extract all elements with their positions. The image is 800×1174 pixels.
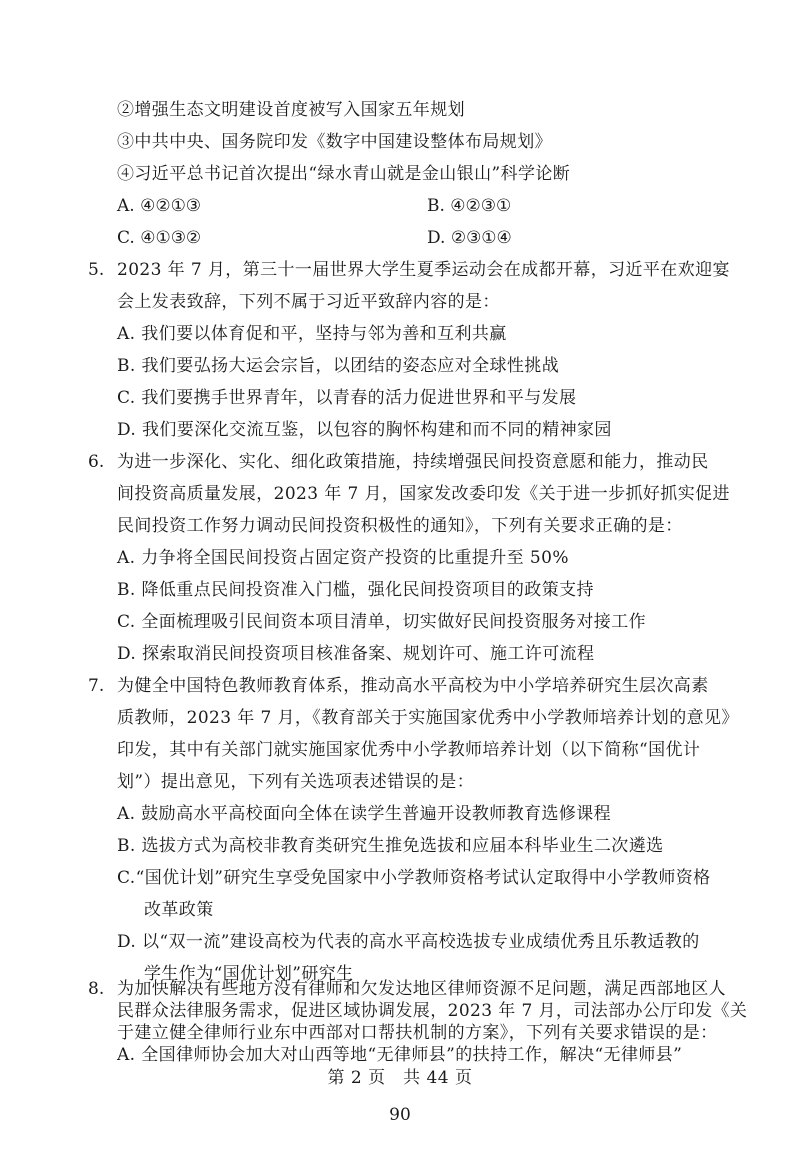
q6-option-d: D. 探索取消民间投资项目核准备案、规划许可、施工许可流程 [117, 644, 595, 664]
q8-stem-line: 为加快解决有些地方没有律师和欠发达地区律师资源不足问题，满足西部地区人 [117, 979, 726, 999]
q7-stem-line: 为健全中国特色教师教育体系，推动高水平高校为中小学培养研究生层次高素 [117, 676, 709, 696]
question-number: 5. [88, 260, 105, 280]
page-label: 第 2 页 共 44 页 [327, 1068, 473, 1088]
q6-option-c: C. 全面梳理吸引民间资本项目清单，切实做好民间投资服务对接工作 [117, 612, 647, 632]
q7-stem-line: 印发，其中有关部门就实施国家优秀中小学教师培养计划（以下简称“国优计 [117, 740, 701, 760]
q6-option-a: A. 力争将全国民间投资占固定资产投资的比重提升至 50% [117, 548, 569, 568]
q5-stem-line: 会上发表致辞，下列不属于习近平致辞内容的是： [117, 292, 500, 312]
q7-option-b: B. 选拔方式为高校非教育类研究生推免选拔和应届本科毕业生二次遴选 [117, 836, 664, 856]
q5-option-d: D. 我们要深化交流互鉴，以包容的胸怀构建和而不同的精神家园 [117, 420, 612, 440]
q7-stem-line: 质教师，2023 年 7 月，《教育部关于实施国家优秀中小学教师培养计划的意见》 [117, 708, 739, 728]
q6-option-b: B. 降低重点民间投资准入门槛，强化民间投资项目的政策支持 [117, 580, 594, 600]
q5-option-a: A. 我们要以体育促和平，坚持与邻为善和互利共赢 [117, 324, 507, 344]
q6-stem-line: 为进一步深化、实化、细化政策措施，持续增强民间投资意愿和能力，推动民 [117, 452, 709, 472]
q5-option-c: C. 我们要携手世界青年，以青春的活力促进世界和平与发展 [117, 388, 577, 408]
q4-option-d: D. ②③①④ [427, 228, 512, 248]
question-number: 8. [88, 979, 105, 999]
q6-stem-line: 间投资高质量发展，2023 年 7 月，国家发改委印发《关于进一步抓好抓实促进 [117, 484, 730, 504]
q4-item-2: ②增强生态文明建设首度被写入国家五年规划 [117, 100, 465, 120]
q4-item-4: ④习近平总书记首次提出“绿水青山就是金山银山”科学论断 [117, 164, 571, 184]
q4-option-c: C. ④①③② [117, 228, 202, 248]
q4-item-3: ③中共中央、国务院印发《数字中国建设整体布局规划》 [117, 132, 552, 152]
question-number: 7. [88, 676, 105, 696]
q7-option-d: D. 以“双一流”建设高校为代表的高水平高校选拔专业成绩优秀且乐教适教的 [117, 932, 700, 952]
q8-stem-line: 民群众法律服务需求，促进区域协调发展，2023 年 7 月，司法部办公厅印发《关 [117, 1001, 748, 1021]
question-number: 6. [88, 452, 105, 472]
q7-option-d-cont: 学生作为“国优计划”研究生 [144, 964, 354, 984]
page-number: 90 [389, 1105, 411, 1125]
q5-stem-line: 2023 年 7 月，第三十一届世界大学生夏季运动会在成都开幕，习近平在欢迎宴 [117, 260, 730, 280]
q4-option-a: A. ④②①③ [117, 196, 202, 216]
q4-option-b: B. ④②③① [427, 196, 512, 216]
q7-stem-line: 划”）提出意见，下列有关选项表述错误的是： [117, 772, 475, 792]
q7-option-a: A. 鼓励高水平高校面向全体在读学生普遍开设教师教育选修课程 [117, 804, 612, 824]
q5-option-b: B. 我们要弘扬大运会宗旨，以团结的姿态应对全球性挑战 [117, 356, 560, 376]
q8-option-a: A. 全国律师协会加大对山西等地“无律师县”的扶持工作，解决“无律师县” [117, 1045, 683, 1065]
q8-stem-line: 于建立健全律师行业东中西部对口帮扶机制的方案》，下列有关要求错误的是： [117, 1023, 718, 1043]
q7-option-c: C.“国优计划”研究生享受免国家中小学教师资格考试认定取得中小学教师资格 [117, 868, 711, 888]
q7-option-c-cont: 改革政策 [144, 900, 214, 920]
q6-stem-line: 民间投资工作努力调动民间投资积极性的通知》，下列有关要求正确的是： [117, 516, 683, 536]
